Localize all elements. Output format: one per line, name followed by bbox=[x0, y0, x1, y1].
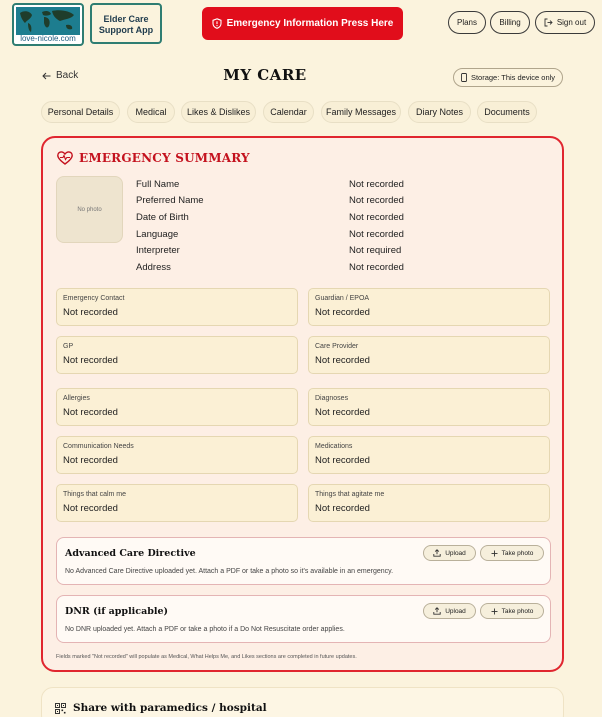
advanced-care-directive-title: Advanced Care Directive bbox=[65, 548, 196, 559]
storage-label: Storage: This device only bbox=[470, 73, 556, 82]
shield-alert-icon bbox=[212, 18, 222, 29]
field-label-address: Address bbox=[136, 262, 171, 273]
storage-badge bbox=[453, 68, 563, 87]
info-box-things-that-calm-me bbox=[56, 484, 298, 522]
sign-out-icon bbox=[544, 18, 553, 27]
info-box-value: Not recorded bbox=[63, 307, 118, 318]
plus-icon bbox=[491, 608, 498, 615]
field-value-address: Not recorded bbox=[349, 262, 404, 273]
tab-medical[interactable]: Medical bbox=[127, 101, 175, 123]
dnr-upload-label: Upload bbox=[445, 607, 466, 615]
info-box-label: Communication Needs bbox=[63, 443, 134, 450]
dnr-upload-button[interactable] bbox=[423, 603, 476, 619]
directive-take-photo-label: Take photo bbox=[501, 549, 534, 557]
app-name-line-2: Support App bbox=[98, 25, 154, 35]
info-box-label: Things that agitate me bbox=[315, 491, 385, 498]
share-title: Share with paramedics / hospital bbox=[73, 702, 267, 714]
field-label-full-name: Full Name bbox=[136, 179, 180, 190]
dnr-take-photo-button[interactable] bbox=[480, 603, 544, 619]
heart-pulse-icon bbox=[57, 151, 73, 165]
plans-button[interactable] bbox=[448, 11, 486, 34]
info-box-emergency-contact bbox=[56, 288, 298, 326]
info-box-label: Guardian / EPOA bbox=[315, 295, 370, 302]
photo-placeholder[interactable] bbox=[56, 176, 123, 243]
tab-personal-details[interactable]: Personal Details bbox=[41, 101, 120, 123]
field-label-interpreter: Interpreter bbox=[136, 245, 180, 256]
sign-out-button[interactable] bbox=[535, 11, 595, 34]
info-box-label: Things that calm me bbox=[63, 491, 127, 498]
app-header bbox=[0, 0, 602, 50]
dnr-card bbox=[56, 595, 551, 643]
tab-likes-dislikes[interactable]: Likes & Dislikes bbox=[181, 101, 256, 123]
page-title: MY CARE bbox=[223, 66, 307, 84]
info-box-label: Allergies bbox=[63, 395, 90, 402]
emergency-summary-title: EMERGENCY SUMMARY bbox=[79, 151, 250, 165]
info-box-diagnoses bbox=[308, 388, 550, 426]
field-value-interpreter: Not required bbox=[349, 245, 402, 256]
field-label-language: Language bbox=[136, 229, 179, 240]
info-box-value: Not recorded bbox=[63, 503, 118, 514]
info-box-allergies bbox=[56, 388, 298, 426]
field-value-language: Not recorded bbox=[349, 229, 404, 240]
info-box-value: Not recorded bbox=[315, 307, 370, 318]
summary-footnote: Fields marked "Not recorded" will populate as Medical, What Helps Me, and Likes sections are completed in future updates. bbox=[56, 654, 357, 660]
emergency-info-label: Emergency Information Press Here bbox=[226, 18, 394, 29]
billing-label: Billing bbox=[499, 18, 521, 27]
tab-calendar[interactable]: Calendar bbox=[263, 101, 314, 123]
billing-button[interactable] bbox=[490, 11, 530, 34]
info-box-medications bbox=[308, 436, 550, 474]
info-box-value: Not recorded bbox=[315, 503, 370, 514]
info-box-value: Not recorded bbox=[63, 355, 118, 366]
field-value-date-of-birth: Not recorded bbox=[349, 212, 404, 223]
info-box-label: Diagnoses bbox=[315, 395, 349, 402]
emergency-summary-heading bbox=[57, 151, 250, 165]
photo-placeholder-label: No photo bbox=[77, 206, 102, 213]
advanced-care-directive-description: No Advanced Care Directive uploaded yet. Attach a PDF or take a photo so it's available in an emergency. bbox=[65, 568, 394, 575]
field-label-preferred-name: Preferred Name bbox=[136, 195, 204, 206]
plans-label: Plans bbox=[456, 18, 477, 27]
field-label-date-of-birth: Date of Birth bbox=[136, 212, 189, 223]
back-label: Back bbox=[56, 70, 79, 81]
app-name-badge[interactable] bbox=[90, 3, 162, 44]
info-box-care-provider bbox=[308, 336, 550, 374]
share-heading bbox=[55, 702, 267, 714]
info-box-value: Not recorded bbox=[63, 407, 118, 418]
emergency-summary-card bbox=[41, 136, 564, 672]
field-value-preferred-name: Not recorded bbox=[349, 195, 404, 206]
app-name-line-1: Elder Care bbox=[103, 14, 149, 24]
info-box-value: Not recorded bbox=[315, 455, 370, 466]
back-link[interactable] bbox=[42, 70, 78, 81]
device-icon bbox=[461, 73, 467, 82]
dnr-description: No DNR uploaded yet. Attach a PDF or take a photo if a Do Not Resuscitate order applies. bbox=[65, 626, 345, 633]
world-map-image bbox=[16, 7, 80, 35]
sign-out-label: Sign out bbox=[556, 18, 587, 27]
directive-upload-button[interactable] bbox=[423, 545, 476, 561]
info-box-label: Emergency Contact bbox=[63, 295, 125, 302]
section-tabs bbox=[0, 101, 602, 123]
tab-documents[interactable]: Documents bbox=[477, 101, 537, 123]
info-box-value: Not recorded bbox=[315, 407, 370, 418]
tab-family-messages[interactable]: Family Messages bbox=[321, 101, 401, 123]
info-box-value: Not recorded bbox=[63, 455, 118, 466]
directive-take-photo-button[interactable] bbox=[480, 545, 544, 561]
advanced-care-directive-card bbox=[56, 537, 551, 585]
info-box-label: Care Provider bbox=[315, 343, 359, 350]
directive-upload-label: Upload bbox=[445, 549, 466, 557]
info-box-guardian-epoa bbox=[308, 288, 550, 326]
upload-icon bbox=[433, 607, 441, 615]
info-box-communication-needs bbox=[56, 436, 298, 474]
tab-diary-notes[interactable]: Diary Notes bbox=[408, 101, 471, 123]
field-value-full-name: Not recorded bbox=[349, 179, 404, 190]
dnr-title: DNR (if applicable) bbox=[65, 606, 169, 617]
info-box-gp bbox=[56, 336, 298, 374]
plus-icon bbox=[491, 550, 498, 557]
brand-logo[interactable] bbox=[12, 3, 84, 46]
info-box-label: Medications bbox=[315, 443, 353, 450]
arrow-left-icon bbox=[42, 72, 51, 80]
upload-icon bbox=[433, 549, 441, 557]
share-card bbox=[41, 687, 564, 717]
info-box-label: GP bbox=[63, 343, 74, 350]
info-box-things-that-agitate-me bbox=[308, 484, 550, 522]
emergency-info-button[interactable] bbox=[202, 7, 403, 40]
logo-caption: love-nicole.com bbox=[20, 34, 76, 43]
dnr-take-photo-label: Take photo bbox=[501, 607, 534, 615]
qr-code-icon bbox=[55, 703, 66, 714]
info-box-value: Not recorded bbox=[315, 355, 370, 366]
